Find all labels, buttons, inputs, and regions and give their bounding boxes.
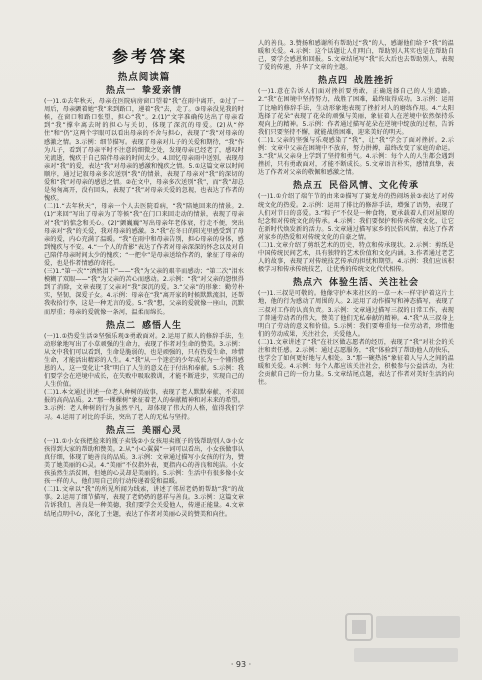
answer-paragraph: (二)1.父亲的坚强与乐观感染了“我”，让“我”学会了面对挫折。2.示例：文章中父亲在困境中不放弃，努力拼搏，最终改变了家庭的命运。3.“我”从父亲身上学到了坚持和勇气。4.示例：每个人的人生都会遇到挫折，只有勇敢面对，才能不断成长。5.文章语言朴实，感情真挚，表达了作者对父亲的敬佩和感激之情。 [258, 136, 454, 177]
answer-paragraph: (一)1.三叔是可敬的。他像守护本来社区的一草一木一样守护着这片土地，他的行为感动了周围的人。2.运用了动作描写和神态描写，表现了三叔对工作的认真负责。3.示例：文章通过描写三叔的日常工作，表现了普通劳动者的伟大，赞美了他们无私奉献的精神。4.“我”从三叔身上明白了劳动的意义和价值。5.示例：我们要尊重每一位劳动者，珍惜他们的劳动成果，关注社会，关爱他人。 [258, 290, 454, 338]
section-heading-6: 热点六 体验生活、关注社会 [292, 278, 420, 289]
left-column [44, 40, 244, 519]
answer-paragraph: (一)1.意在告诉人们面对挫折要勇敢，正确选择自己的人生道路。2.“我”在困境中坚持努力，战胜了困难，最终取得成功。3.示例：运用了比喻的修辞手法，生动形象地表现了挫折对人的磨练作用。4.“太阳选择了花朵”表现了花朵的顽强与美丽，象征着人在逆境中依然保持乐观向上的精神。5.示例：作者通过描写花朵在逆境中绽放的过程，告诉我们只要坚持不懈，就能战胜困难，迎来美好的明天。 [258, 88, 454, 136]
watermark-logo [344, 610, 464, 666]
right-column [258, 40, 454, 387]
answer-paragraph: (一)1.①热爱生活②坚强乐观③勇敢面对。2.运用了拟人的修辞手法，生动形象地写出了小草顽强的生命力，表现了作者对生命的赞美。3.示例：从文中我们可以看到，生命是脆弱的，也是顽强的，只有热爱生命、珍惜生命，才能活出精彩的人生。4.“我”从一个迷茫的少年成长为一个懂得感恩的人，这一变化让“我”明白了人生的意义在于付出和奉献。5.示例：我们要学会在逆境中成长，在失败中吸取教训，才能不断进步，实现自己的人生价值。 [44, 332, 244, 389]
answer-paragraph: (一)1.①小女孩把捡来的瓶子卖钱②小女孩用卖瓶子的钱帮助别人③小女孩得到大家的帮助和赞美。2.从“小心翼翼”一词可以看出，小女孩做事认真仔细，体现了她善良的品质。3.示例：文章通过描写小女孩的行为，赞美了她美丽的心灵。4.“美丽”不仅指外表，更指内心的善良和纯洁。小女孩虽然生活贫困，但她的心灵却是美丽的。5.示例：生活中有很多像小女孩一样的人，他们用自己的行动传递着爱和温暖。 [44, 437, 244, 486]
answer-paragraph: (一)1.①介绍了端午节的由来②描写了赛龙舟的热闹场景③表达了对传统文化的热爱。2.示例：运用了排比的修辞手法，增强了语势，表现了人们对节日的喜爱。3.“粽子”不仅是一种食物，更承载着人们对屈原的纪念和对传统文化的传承。4.示例：我们要保护和传承传统文化，让它在新时代焕发新的活力。5.文章通过描写家乡的民俗风情，表达了作者对家乡的热爱和对传统文化的自豪之情。 [258, 193, 454, 241]
page-title: 参考答案 [111, 47, 188, 66]
section-heading-1: 热点一 挚爱亲情 [105, 86, 183, 97]
answer-paragraph: (三)1.“第一次”“洒然泪下”——“我”为父亲的艰辛而感动；“第二次”泪水模糊了双眼——“我”为父亲的苦心而感动。2.示例：“我”对父亲的怨恨得到了消除，文章表现了父亲对“我”深沉的爱。3.“父亲”的形象：勤劳朴实，坚韧，深爱子女。4.示例：母亲在“我”离开家的时候默默流泪，还帮我收拾行李，这是一种无言的爱。5.“我”想，父亲的爱就像一座山，沉默而厚重；母亲的爱就像一条河，温柔而绵长。 [44, 268, 244, 316]
section-heading-3: 热点三 美丽心灵 [105, 425, 183, 436]
answer-paragraph: (一)1.①去年秋天，母亲在医院病房窗口望着“我”在雨中离开，②过了一周后，母亲颤着她“我”来到路口，递着“我”去，走了。③母亲没见我的时候，在窗口和路口张望，担心“我”。2.(1)“文字准确传达出了母亲看到“我”撑伞离去时的担心与关切，体现了深沉的母爱。(2)从“停住”和“仍”这两个字眼可以看出母亲的不舍与担心，表现了“我”对母亲的感激之情。3.示例：细节描写。表现了母亲对儿子的关爱和期待，“我”作为儿子，看到了母亲平时不注意的细微之处，发现母亲已经老了，感叹时光流逝，愧疚于自己陪伴母亲的时间太少。4.回忆母亲雨中送别，表现母亲对“我”的爱，表达“我”对母亲的感激和愧疚之情。5.①这篇文章以时间顺序，通过记叙母亲多次送别“我”的情景，表现了母亲对“我”的深切的爱和“我”对母亲的感恩之情。②在文中，母亲多次送别“我”，而“我”却总是匆匆离开，没有回头，表现了“我”对母亲关爱的忽视，也表达了作者的愧疚。 [44, 98, 244, 203]
section-heading-4: 热点四 战胜挫折 [317, 76, 395, 87]
answer-paragraph: (二)1.文章以“我”的所见所闻为线索，讲述了邻居老奶奶帮助“我”的故事。2.运用了细节描写，表现了老奶奶的慈祥与善良。3.示例：这篇文章告诉我们，善良是一种美德，我们要学会关爱他人，传递正能量。4.文章结尾点明中心，深化了主题，表达了作者对美丽心灵的赞美和向往。 [44, 486, 244, 518]
answer-paragraph: (二)1.“去年秋天”，母亲一个人去医院看病，“我”陪她回来的情景。2.(1)“来回”写出了母亲为了等候“我”在门口来回走动的情景，表现了母亲对“我”的惦念和关心。(2)“颤巍巍”写出母亲年老体衰，行走不便，突出母亲对“我”的关爱，我对母亲的感激。3.“我”在冬日的阳光里感受到了母亲的爱，内心充满了温暖。“我”在雨中和母亲告别，担心母亲的身体，感到愧疚与不安。4.“一个人的背影”表达了作者对母亲深深的怀念以及对自己陪伴母亲时间太少的愧疚；“一把伞”是母亲送给作者的，象征了母亲的爱，也是作者情感的寄托。 [44, 203, 244, 267]
section-subtitle: 热点阅读篇 [117, 72, 171, 83]
answer-paragraph: (二)1.文章讲述了“我”在社区做志愿者的经历，表现了“我”对社会的关注和责任感。2.示例：通过志愿服务，“我”体验到了帮助他人的快乐，也学会了如何更好地与人相处。3.“那一碗热汤”象征着人与人之间的温暖和关爱。4.示例：每个人都应该关注社会，积极参与公益活动，为社会贡献自己的一份力量。5.文章结尾点题，表达了作者对美好生活的向往。 [258, 338, 454, 387]
section-heading-2: 热点二 感悟人生 [105, 320, 183, 331]
answer-paragraph: (二)1.文章介绍了剪纸艺术的历史、特点和传承现状。2.示例：剪纸是中国传统民间艺术，具有独特的艺术价值和文化内涵。3.作者通过老艺人的故事，表现了对传统技艺传承的担忧和期望。4.示例：我们应该积极学习和传承传统技艺，让优秀的传统文化代代相传。 [258, 241, 454, 274]
answer-paragraph: 人的善良。3.赞扬和感谢所有帮助过“我”的人，感谢他们给予“我”的温暖和关爱。4.示例：这个话题让人们明白，帮助别人其实也是在帮助自己，要学会感恩和回报。5.文章结尾写“我”长大后也去帮助别人，表现了爱的传递，升华了文章的主题。 [258, 40, 454, 72]
page-number: · 93 · [230, 660, 252, 669]
answer-paragraph: (二)1.本文通过讲述一位老人种树的故事，表现了老人默默奉献、不求回报的高尚品质。2.“那一棵棵树”象征着老人的奉献精神和对未来的希望。3.示例：老人种树的行为虽然平凡，却体现了伟大的人格，值得我们学习。4.运用了对比的手法，突出了老人的无私与坚持。 [44, 389, 244, 421]
section-heading-5: 热点五 民俗风情、文化传承 [292, 181, 420, 192]
